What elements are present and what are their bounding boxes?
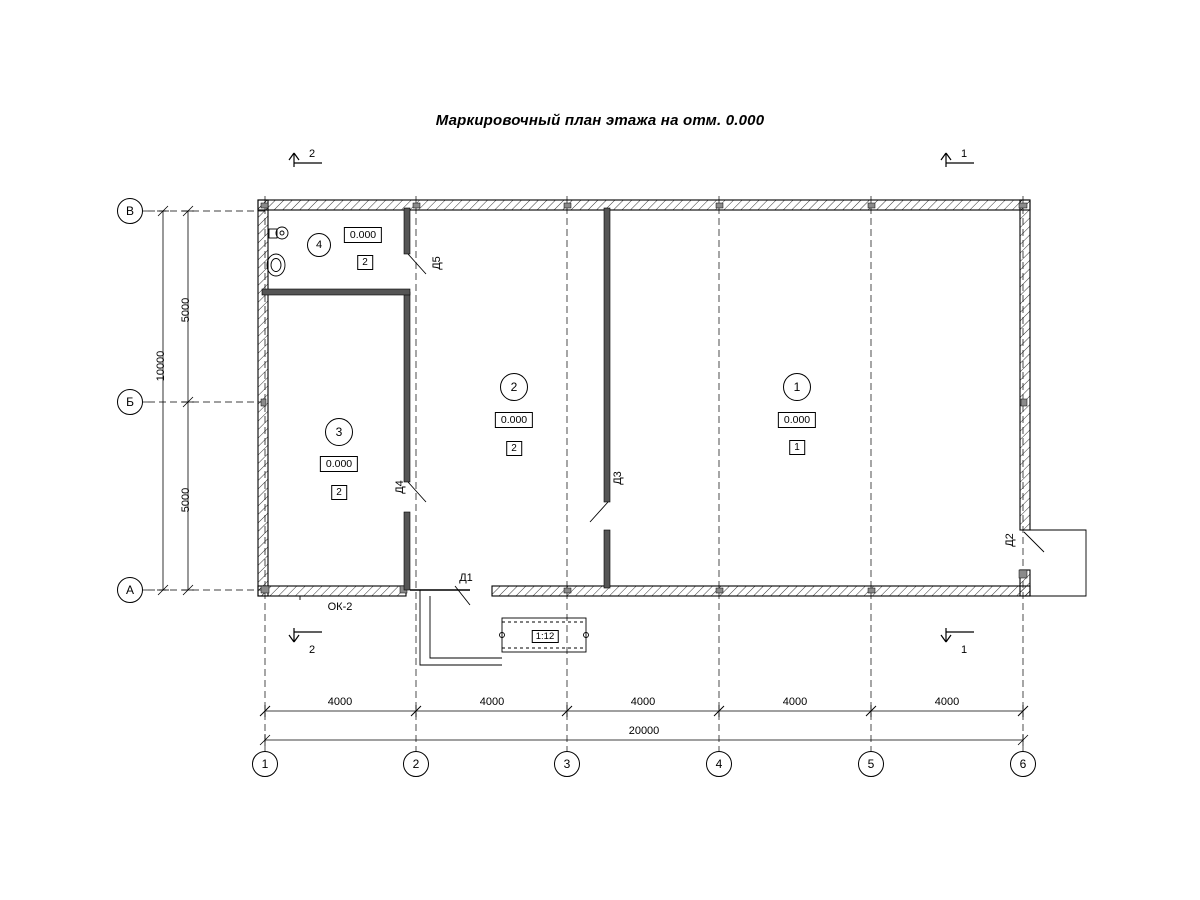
room-elevation-value: 0.000 bbox=[495, 412, 533, 428]
axis-bubble-label: 3 bbox=[554, 751, 580, 777]
axis-bubble-label: В bbox=[117, 198, 143, 224]
room-number-label: 2 bbox=[500, 373, 528, 401]
dimension-span-1: 4000 bbox=[327, 696, 353, 708]
door-leaders bbox=[408, 254, 1086, 605]
dimension-span-left-2: 5000 bbox=[180, 487, 192, 513]
axis-bubble-label: 2 bbox=[403, 751, 429, 777]
axis-bubble-2[interactable] bbox=[403, 751, 429, 777]
axis-bubble-a[interactable] bbox=[117, 577, 143, 603]
drawing-title: Маркировочный план этажа на отм. 0.000 bbox=[435, 112, 765, 129]
dimension-span-4: 4000 bbox=[782, 696, 808, 708]
room-category-value: 1 bbox=[789, 440, 805, 455]
room-elevation-1 bbox=[778, 414, 816, 426]
door-label-d1: Д1 bbox=[459, 572, 473, 584]
axis-bubble-1[interactable] bbox=[252, 751, 278, 777]
room-number-label: 1 bbox=[783, 373, 811, 401]
door-label-d4: Д4 bbox=[394, 480, 406, 494]
axis-bubble-b[interactable] bbox=[117, 389, 143, 415]
left-dimension-chain bbox=[157, 206, 194, 595]
axis-bubble-label: Б bbox=[117, 389, 143, 415]
dimension-span-left-1: 5000 bbox=[180, 297, 192, 323]
room-category-value: 2 bbox=[331, 485, 347, 500]
dimension-span-3: 4000 bbox=[630, 696, 656, 708]
room-number-label: 4 bbox=[307, 233, 331, 257]
axis-bubble-label: 5 bbox=[858, 751, 884, 777]
axis-bubble-label: 4 bbox=[706, 751, 732, 777]
room-number-3 bbox=[325, 418, 353, 446]
dimension-total-bottom: 20000 bbox=[628, 725, 660, 737]
column-marks bbox=[261, 203, 1027, 593]
room-category-4 bbox=[357, 256, 373, 268]
room-category-value: 2 bbox=[357, 255, 373, 270]
room-number-2 bbox=[500, 373, 528, 401]
axis-bubble-v[interactable] bbox=[117, 198, 143, 224]
section-mark-top-right: 1 bbox=[960, 148, 968, 160]
room-elevation-4 bbox=[344, 229, 382, 241]
room-elevation-value: 0.000 bbox=[320, 456, 358, 472]
dimension-total-left: 10000 bbox=[155, 350, 167, 382]
door-label-d3: Д3 bbox=[612, 471, 624, 485]
section-mark-bottom-left: 2 bbox=[308, 644, 316, 656]
section-mark-bottom-right: 1 bbox=[960, 644, 968, 656]
room-category-3 bbox=[331, 486, 347, 498]
section-mark-top-left: 2 bbox=[308, 148, 316, 160]
ramp-symbol bbox=[420, 590, 589, 665]
axis-bubble-label: 1 bbox=[252, 751, 278, 777]
axis-grid-lines bbox=[148, 196, 1023, 742]
axis-bubble-3[interactable] bbox=[554, 751, 580, 777]
room-number-label: 3 bbox=[325, 418, 353, 446]
dimension-span-2: 4000 bbox=[479, 696, 505, 708]
room-number-1 bbox=[783, 373, 811, 401]
dimension-span-5: 4000 bbox=[934, 696, 960, 708]
room-category-value: 2 bbox=[506, 441, 522, 456]
exterior-walls bbox=[258, 200, 1030, 596]
room-elevation-value: 0.000 bbox=[778, 412, 816, 428]
room-elevation-3 bbox=[320, 458, 358, 470]
room-elevation-2 bbox=[495, 414, 533, 426]
room-elevation-value: 0.000 bbox=[344, 227, 382, 243]
axis-bubble-4[interactable] bbox=[706, 751, 732, 777]
window-label-ok2: ОК-2 bbox=[327, 601, 353, 613]
door-label-d5: Д5 bbox=[431, 256, 443, 270]
room-number-4 bbox=[307, 233, 331, 257]
axis-bubble-6[interactable] bbox=[1010, 751, 1036, 777]
ramp-slope-label bbox=[532, 630, 559, 642]
axis-bubble-label: 6 bbox=[1010, 751, 1036, 777]
axis-bubble-5[interactable] bbox=[858, 751, 884, 777]
ramp-slope-value: 1:12 bbox=[532, 630, 559, 643]
door-label-d2: Д2 bbox=[1004, 533, 1016, 547]
sanitary-fixtures bbox=[267, 227, 288, 276]
room-category-2 bbox=[506, 442, 522, 454]
axis-bubble-label: А bbox=[117, 577, 143, 603]
room-category-1 bbox=[789, 441, 805, 453]
